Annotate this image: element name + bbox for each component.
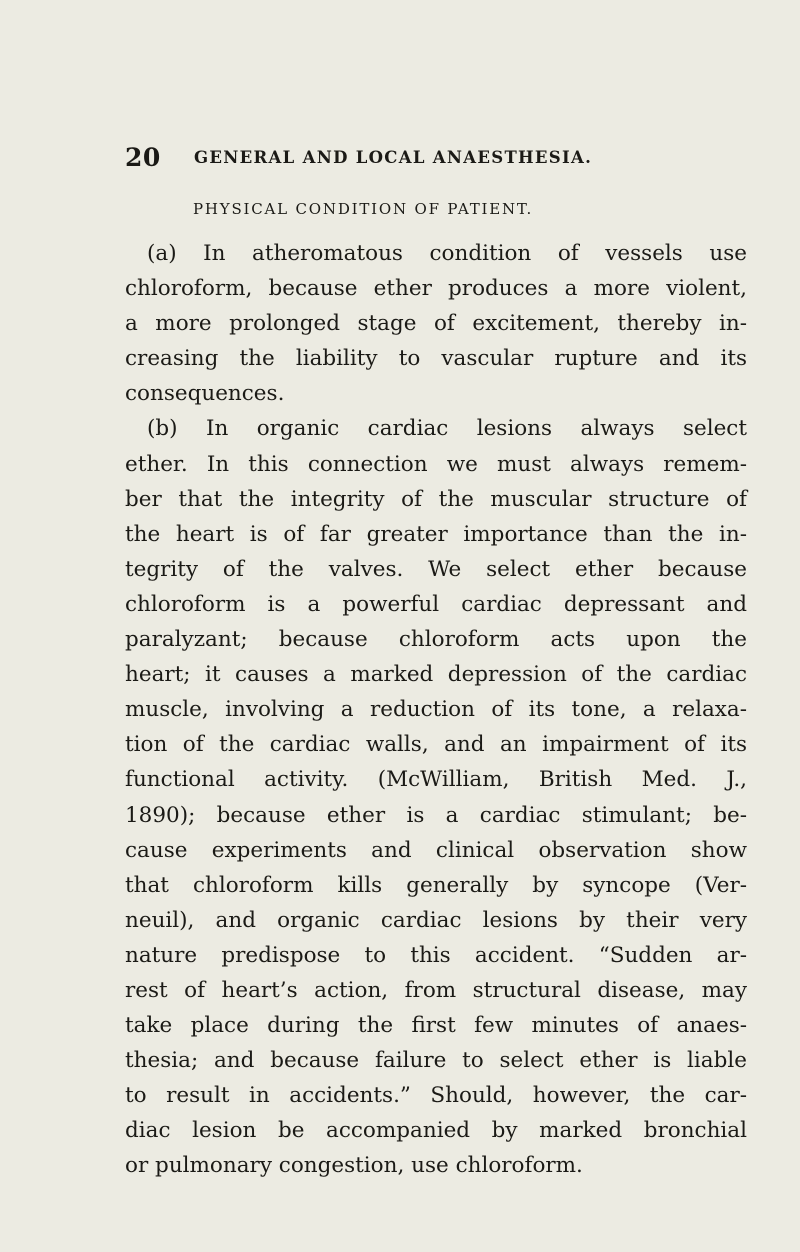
text-line: muscle, involving a reduction of its tone, a relaxa- bbox=[125, 697, 747, 723]
running-head bbox=[125, 143, 745, 173]
text-line: nature predispose to this accident. “Sudden ar- bbox=[125, 942, 747, 968]
text-line: to result in accidents.” Should, however, the car- bbox=[125, 1083, 747, 1109]
text-line: ber that the integrity of the muscular structure of bbox=[125, 486, 747, 512]
text-line: chloroform is a powerful cardiac depressant and bbox=[125, 591, 747, 617]
text-line: (a) In atheromatous condition of vessels use bbox=[147, 241, 747, 266]
text-line: 1890); because ether is a cardiac stimulant; be- bbox=[125, 802, 747, 828]
page-number: 20 bbox=[125, 143, 161, 172]
section-heading: PHYSICAL CONDITION OF PATIENT. bbox=[193, 200, 534, 218]
text-line: ether. In this connection we must always remem- bbox=[125, 451, 747, 477]
text-line: the heart is of far greater importance than the in- bbox=[125, 521, 747, 547]
text-line: thesia; and because failure to select ether is liable bbox=[125, 1048, 747, 1074]
text-line: functional activity. (McWilliam, British Med. J., bbox=[125, 767, 747, 793]
text-line: take place during the first few minutes of anaes- bbox=[125, 1013, 747, 1039]
text-line: a more prolonged stage of excitement, thereby in- bbox=[125, 311, 747, 337]
text-line: paralyzant; because chloroform acts upon the bbox=[125, 627, 747, 653]
text-line: cause experiments and clinical observation show bbox=[125, 837, 747, 863]
text-line: tion of the cardiac walls, and an impairment of its bbox=[125, 732, 747, 758]
text-line: tegrity of the valves. We select ether because bbox=[125, 556, 747, 582]
text-line: chloroform, because ether produces a more violent, bbox=[125, 276, 747, 302]
text-line: that chloroform kills generally by syncope (Ver- bbox=[125, 872, 747, 898]
text-line: neuil), and organic cardiac lesions by their very bbox=[125, 907, 747, 933]
text-line: rest of heart’s action, from structural disease, may bbox=[125, 977, 747, 1003]
body-text bbox=[125, 236, 747, 1184]
text-line: diac lesion be accompanied by marked bronchial bbox=[125, 1118, 747, 1144]
text-line: heart; it causes a marked depression of the cardiac bbox=[125, 662, 747, 688]
text-line: creasing the liability to vascular rupture and its bbox=[125, 346, 747, 372]
text-line: consequences. bbox=[125, 381, 285, 407]
text-line: or pulmonary congestion, use chloroform. bbox=[125, 1153, 583, 1179]
running-title: GENERAL AND LOCAL ANAESTHESIA. bbox=[194, 148, 593, 167]
text-line: (b) In organic cardiac lesions always select bbox=[147, 416, 747, 442]
